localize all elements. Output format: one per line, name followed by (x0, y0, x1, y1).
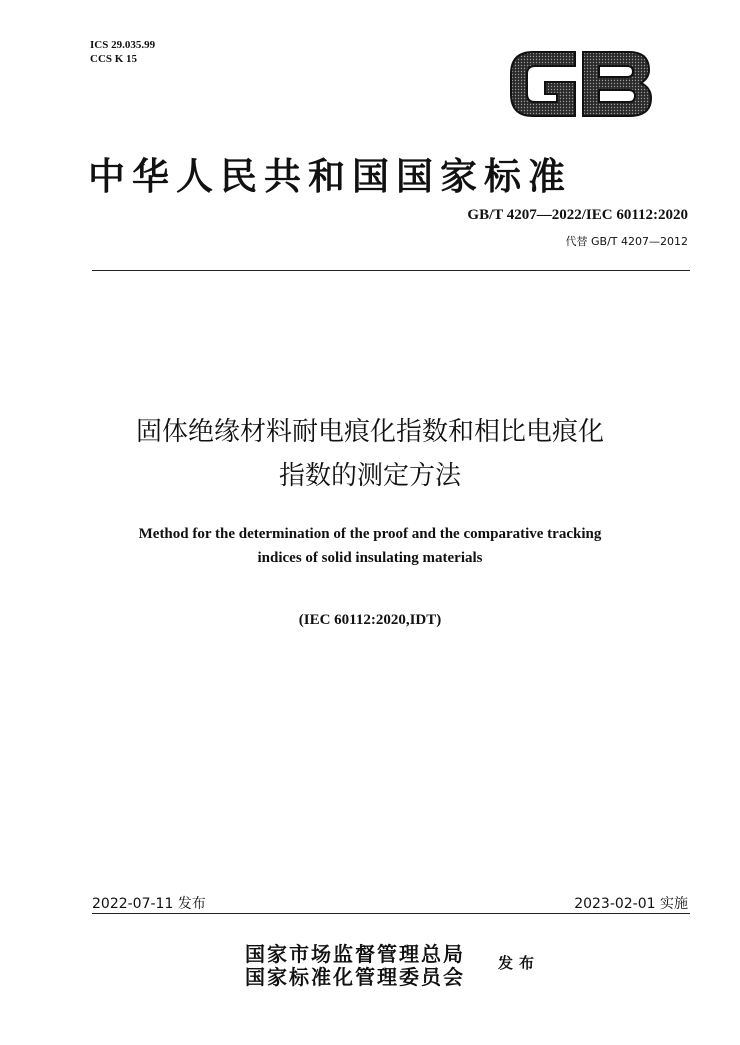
replaces-note: 代替 GB/T 4207—2012 (565, 235, 688, 248)
publish-date: 2022-07-11 发布 (92, 896, 206, 912)
title-en-line2: indices of solid insulating materials (257, 550, 483, 566)
issuer-line2: 国家标准化管理委员会 (245, 965, 465, 989)
title-cn-line2: 指数的测定方法 (278, 461, 461, 491)
header-divider (92, 270, 690, 271)
issuer-line1: 国家市场监督管理总局 (245, 942, 465, 966)
ccs-code: CCS K 15 (90, 53, 138, 65)
title-en-line1: Method for the determination of the proof and the comparative tracking (138, 526, 602, 542)
national-standard-heading: 中华人民共和国国家标准 (88, 154, 572, 198)
ics-code: ICS 29.035.99 (90, 39, 156, 51)
gb-logo (505, 46, 655, 122)
implement-date: 2023-02-01 实施 (574, 896, 688, 912)
issue-action: 发布 (498, 954, 541, 972)
standard-number: GB/T 4207—2022/IEC 60112:2020 (467, 207, 688, 223)
title-cn-line1: 固体绝缘材料耐电痕化指数和相比电痕化 (135, 417, 604, 447)
footer-divider (92, 913, 690, 914)
identical-note: (IEC 60112:2020,IDT) (298, 612, 442, 628)
classification-codes (90, 38, 155, 66)
